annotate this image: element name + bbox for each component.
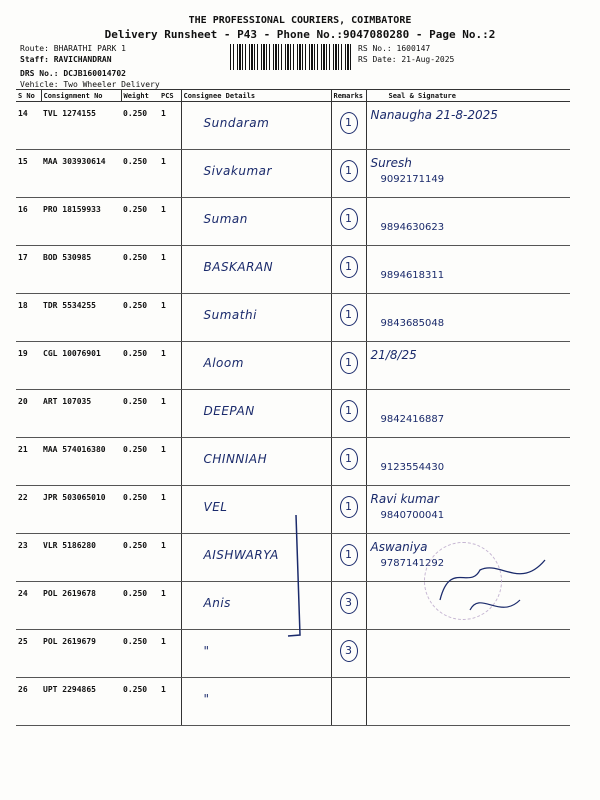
sno-cell: 24 xyxy=(16,582,41,630)
remark-code: 1 xyxy=(340,544,358,566)
runsheet-subtitle: Delivery Runsheet - P43 - Phone No.:9047080280 - Page No.:2 xyxy=(104,28,496,41)
consignment-cell: JPR 503065010 xyxy=(41,486,121,534)
sno-cell: 16 xyxy=(16,198,41,246)
sno-cell: 14 xyxy=(16,102,41,150)
consignee-name: CHINNIAH xyxy=(203,452,268,466)
pcs-cell: 1 xyxy=(159,678,181,726)
weight-cell: 0.250 xyxy=(121,102,159,150)
phone-number: 9092171149 xyxy=(380,174,445,185)
weight-cell: 0.250 xyxy=(121,582,159,630)
consignee-name: DEEPAN xyxy=(203,404,255,418)
phone-number: 9840700041 xyxy=(380,510,445,521)
sno-cell: 23 xyxy=(16,534,41,582)
phone-number: 9787141292 xyxy=(380,558,445,569)
consignment-cell: VLR 5186280 xyxy=(41,534,121,582)
remark-code: 1 xyxy=(340,256,358,278)
col-header: Consignee Details xyxy=(181,90,331,102)
route-text: Route: BHARATHI PARK 1 xyxy=(20,44,126,53)
col-header: Remarks xyxy=(331,90,366,102)
pcs-cell: 1 xyxy=(159,534,181,582)
weight-cell: 0.250 xyxy=(121,678,159,726)
remark-code: 1 xyxy=(340,160,358,182)
remark-code: 3 xyxy=(340,640,358,662)
consignment-cell: BOD 530985 xyxy=(41,246,121,294)
weight-cell: 0.250 xyxy=(121,342,159,390)
consignment-cell: POL 2619679 xyxy=(41,630,121,678)
signature: Suresh xyxy=(370,156,412,170)
consignment-cell: TDR 5534255 xyxy=(41,294,121,342)
company-title: THE PROFESSIONAL COURIERS, COIMBATORE xyxy=(188,15,412,26)
rs-number: RS No.: 1600147 xyxy=(358,44,431,53)
rs-date: RS Date: 21-Aug-2025 xyxy=(358,55,455,64)
sno-cell: 25 xyxy=(16,630,41,678)
pcs-cell: 1 xyxy=(159,630,181,678)
consignee-name: Sundaram xyxy=(203,116,270,130)
consignee-name: Anis xyxy=(203,596,231,610)
remark-code: 1 xyxy=(340,208,358,230)
weight-cell: 0.250 xyxy=(121,438,159,486)
sno-cell: 18 xyxy=(16,294,41,342)
phone-number: 9894618311 xyxy=(380,270,445,281)
pcs-cell: 1 xyxy=(159,150,181,198)
sno-cell: 17 xyxy=(16,246,41,294)
weight-cell: 0.250 xyxy=(121,246,159,294)
signature: Ravi kumar xyxy=(370,492,439,506)
consignee-name: Aloom xyxy=(203,356,244,370)
consignment-cell: MAA 574016380 xyxy=(41,438,121,486)
remark-code: 1 xyxy=(340,304,358,326)
pcs-cell: 1 xyxy=(159,582,181,630)
consignment-cell: PRO 18159933 xyxy=(41,198,121,246)
sno-cell: 22 xyxy=(16,486,41,534)
consignee-name: " xyxy=(203,692,210,706)
weight-cell: 0.250 xyxy=(121,486,159,534)
drs-text: DRS No.: DCJB160014702 xyxy=(20,69,126,78)
col-header: Seal & Signature xyxy=(366,90,570,102)
pcs-cell: 1 xyxy=(159,438,181,486)
pcs-cell: 1 xyxy=(159,390,181,438)
sno-cell: 15 xyxy=(16,150,41,198)
sno-cell: 21 xyxy=(16,438,41,486)
signature: Aswaniya xyxy=(370,540,428,554)
consignment-cell: MAA 303930614 xyxy=(41,150,121,198)
consignee-name: VEL xyxy=(203,500,228,514)
consignment-cell: POL 2619678 xyxy=(41,582,121,630)
pcs-cell: 1 xyxy=(159,246,181,294)
sno-cell: 26 xyxy=(16,678,41,726)
weight-cell: 0.250 xyxy=(121,150,159,198)
consignment-cell: CGL 10076901 xyxy=(41,342,121,390)
remark-code: 1 xyxy=(340,496,358,518)
remark-code: 3 xyxy=(340,592,358,614)
weight-cell: 0.250 xyxy=(121,294,159,342)
signature-scribble xyxy=(470,600,520,610)
weight-cell: 0.250 xyxy=(121,198,159,246)
signature: 21/8/25 xyxy=(370,348,417,362)
staff-text: Staff: RAVICHANDRAN xyxy=(20,55,112,64)
col-header: S No xyxy=(16,90,41,102)
sno-cell: 19 xyxy=(16,342,41,390)
consignee-name: Sumathi xyxy=(203,308,257,322)
remark-code: 1 xyxy=(340,448,358,470)
vehicle-text: Vehicle: Two Wheeler Delivery xyxy=(20,80,160,89)
pcs-cell: 1 xyxy=(159,294,181,342)
consignee-name: Suman xyxy=(203,212,248,226)
consignee-name: BASKARAN xyxy=(203,260,274,274)
consignee-name: AISHWARYA xyxy=(203,548,279,562)
phone-number: 9843685048 xyxy=(380,318,445,329)
weight-cell: 0.250 xyxy=(121,534,159,582)
remark-code: 1 xyxy=(340,352,358,374)
pcs-cell: 1 xyxy=(159,102,181,150)
signature: Nanaugha 21-8-2025 xyxy=(370,108,498,122)
consignment-cell: UPT 2294865 xyxy=(41,678,121,726)
phone-number: 9842416887 xyxy=(380,414,445,425)
phone-number: 9123554430 xyxy=(380,462,445,473)
consignment-cell: ART 107035 xyxy=(41,390,121,438)
sno-cell: 20 xyxy=(16,390,41,438)
remark-code: 1 xyxy=(340,112,358,134)
signature-scribble xyxy=(440,560,545,600)
weight-cell: 0.250 xyxy=(121,630,159,678)
pcs-cell: 1 xyxy=(159,198,181,246)
col-header: PCS xyxy=(159,90,181,102)
remark-code: 1 xyxy=(340,400,358,422)
pcs-cell: 1 xyxy=(159,342,181,390)
col-header: Consignment No xyxy=(41,90,121,102)
consignee-name: " xyxy=(203,644,210,658)
pcs-cell: 1 xyxy=(159,486,181,534)
col-header: Weight xyxy=(121,90,159,102)
phone-number: 9894630623 xyxy=(380,222,445,233)
consignee-name: Sivakumar xyxy=(203,164,272,178)
bracket-line xyxy=(288,515,300,636)
weight-cell: 0.250 xyxy=(121,390,159,438)
consignment-cell: TVL 1274155 xyxy=(41,102,121,150)
